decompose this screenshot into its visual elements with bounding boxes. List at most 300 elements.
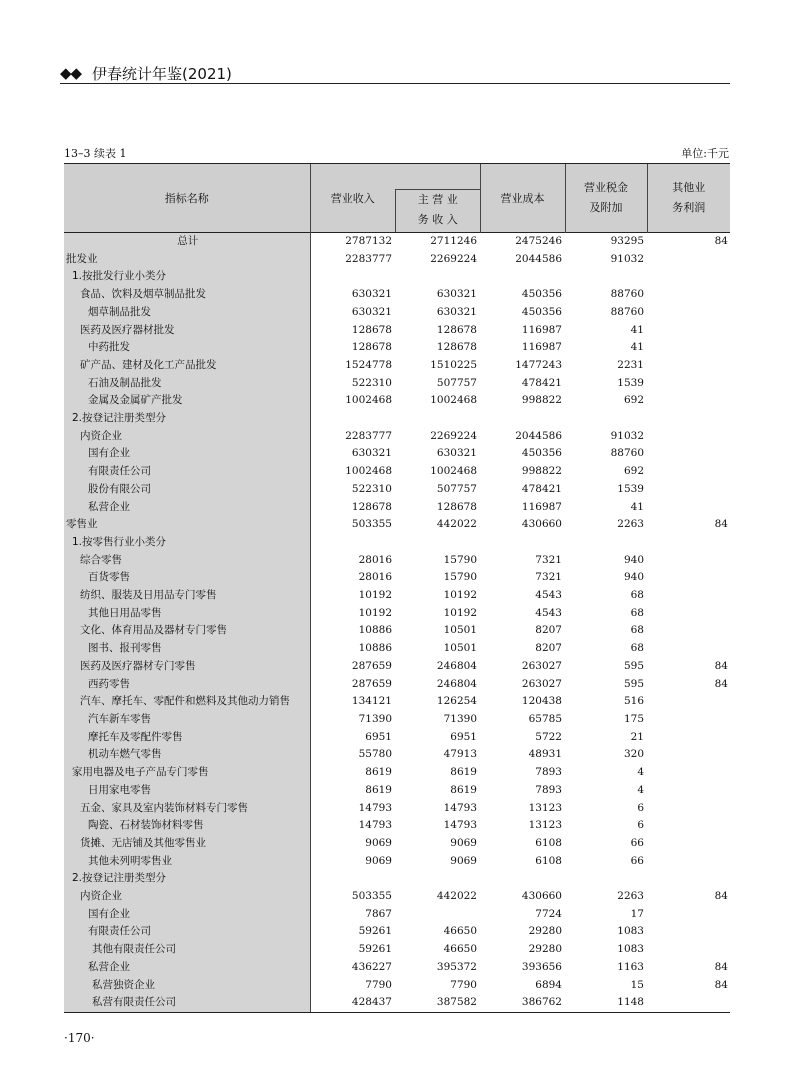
cell-revenue: 522310 [310, 375, 395, 393]
cell-other [647, 605, 730, 623]
cell-tax: 1163 [617, 960, 644, 973]
table-row [64, 268, 730, 286]
cell-main: 387582 [395, 994, 480, 1012]
row-label: 批发业 [64, 251, 310, 269]
cell-revenue: 522310 [310, 481, 395, 499]
table-row [64, 339, 730, 357]
cell-cost: 4543 [535, 606, 562, 619]
cell-tax: 68 [630, 642, 644, 655]
cell-revenue: 28016 [310, 552, 395, 570]
table-row [64, 605, 730, 623]
table-row [64, 286, 730, 304]
cell-cost: 8207 [535, 642, 562, 655]
cell-tax: 692 [623, 394, 644, 407]
cell-tax [565, 870, 647, 888]
cell-cost: 2475246 [480, 233, 565, 251]
cell-other [647, 392, 730, 410]
row-label: 私营独资企业 [64, 977, 310, 995]
cell-revenue: 59261 [310, 923, 395, 941]
table-row [64, 499, 730, 517]
row-label: 烟草制品批发 [64, 304, 310, 322]
cell-other [647, 286, 730, 304]
cell-revenue [310, 268, 395, 286]
cell-tax: 175 [623, 712, 644, 725]
cell-cost: 478421 [521, 376, 562, 389]
row-label: 百货零售 [64, 569, 310, 587]
cell-tax: 41 [630, 500, 644, 513]
table-row [64, 375, 730, 393]
table-row [64, 693, 730, 711]
cell-other [647, 499, 730, 517]
cell-cost: 13123 [528, 801, 562, 814]
cell-tax: 320 [623, 748, 644, 761]
cell-other [647, 870, 730, 888]
cell-other [647, 322, 730, 340]
table-row [64, 676, 730, 694]
row-label: 矿产品、建材及化工产品批发 [64, 357, 310, 375]
table-row [64, 410, 730, 428]
cell-tax: 1148 [565, 994, 647, 1012]
cell-other [647, 746, 730, 764]
table-row [64, 304, 730, 322]
cell-main: 507757 [436, 482, 477, 495]
row-label: 文化、体育用品及器材专门零售 [64, 622, 310, 640]
row-label: 内资企业 [64, 428, 310, 446]
cell-cost: 5722 [535, 730, 562, 743]
table-row [64, 853, 730, 871]
cell-tax: 516 [623, 695, 644, 708]
cell-cost [480, 534, 565, 552]
cell-cost: 450356 [521, 305, 562, 318]
cell-other [647, 640, 730, 658]
cell-revenue: 503355 [310, 516, 395, 534]
cell-tax: 1083 [617, 925, 644, 938]
cell-cost: 4543 [535, 589, 562, 602]
cell-other [647, 251, 730, 269]
row-label: 食品、饮料及烟草制品批发 [64, 286, 310, 304]
cell-other [647, 463, 730, 481]
row-label: 货摊、无店铺及其他零售业 [64, 835, 310, 853]
row-label: 家用电器及电子产品专门零售 [64, 764, 310, 782]
cell-cost: 116987 [521, 500, 562, 513]
cell-cost: 7321 [535, 571, 562, 584]
table-row [64, 835, 730, 853]
statistics-table [64, 163, 730, 1013]
table-row [64, 322, 730, 340]
cell-cost: 13123 [528, 819, 562, 832]
row-label: 1.按零售行业小类分 [64, 534, 310, 552]
cell-main: 630321 [436, 447, 477, 460]
col-header-revenue: 营业收入 [310, 164, 395, 233]
row-label: 其他有限责任公司 [64, 941, 310, 959]
cell-other: 84 [714, 659, 728, 672]
cell-other [647, 994, 730, 1012]
row-label: 其他未列明零售业 [64, 853, 310, 871]
cell-main: 46650 [443, 943, 477, 956]
running-header [60, 62, 730, 84]
cell-tax: 2231 [617, 358, 644, 371]
table-row [64, 941, 730, 959]
cell-revenue: 8619 [310, 782, 395, 800]
row-label: 中药批发 [64, 339, 310, 357]
cell-other [647, 481, 730, 499]
table-row [64, 746, 730, 764]
cell-tax: 66 [630, 836, 644, 849]
table-row [64, 870, 730, 888]
cell-tax: 17 [630, 907, 644, 920]
cell-cost [480, 870, 565, 888]
cell-revenue: 1524778 [310, 357, 395, 375]
cell-revenue: 503355 [310, 888, 395, 906]
cell-main: 10192 [443, 589, 477, 602]
cell-revenue: 128678 [310, 339, 395, 357]
cell-tax: 2263 [617, 518, 644, 531]
row-label: 医药及医疗器材批发 [64, 322, 310, 340]
cell-other [647, 587, 730, 605]
row-label: 西药零售 [64, 676, 310, 694]
row-label: 机动车燃气零售 [64, 746, 310, 764]
cell-revenue: 2283777 [310, 251, 395, 269]
cell-revenue: 128678 [310, 499, 395, 517]
table-row [64, 428, 730, 446]
cell-main [395, 410, 480, 428]
book-title: 伊春统计年鉴(2021) [92, 65, 232, 83]
row-label: 其他日用品零售 [64, 605, 310, 623]
cell-other [647, 817, 730, 835]
cell-revenue: 10192 [310, 605, 395, 623]
cell-tax [565, 268, 647, 286]
cell-revenue: 2787132 [310, 233, 395, 251]
cell-cost: 386762 [480, 994, 565, 1012]
table-row [64, 977, 730, 995]
cell-cost: 7893 [535, 766, 562, 779]
cell-other [647, 534, 730, 552]
row-label: 有限责任公司 [64, 923, 310, 941]
table-row [64, 800, 730, 818]
row-label: 陶瓷、石材装饰材料零售 [64, 817, 310, 835]
cell-main: 10501 [443, 642, 477, 655]
table-row [64, 392, 730, 410]
cell-other [647, 622, 730, 640]
row-label: 私营有限责任公司 [64, 994, 310, 1012]
cell-tax: 4 [637, 766, 644, 779]
cell-tax: 1083 [617, 943, 644, 956]
cell-other [647, 268, 730, 286]
unit-label: 单位:千元 [681, 147, 729, 160]
cell-tax: 6 [637, 819, 644, 832]
cell-tax: 88760 [610, 447, 644, 460]
row-label: 金属及金属矿产批发 [64, 392, 310, 410]
cell-revenue: 1002468 [310, 463, 395, 481]
cell-other [647, 923, 730, 941]
table-row [64, 251, 730, 269]
diamond-icon: ◆◆ [60, 64, 82, 82]
cell-cost: 430660 [521, 518, 562, 531]
row-label: 五金、家具及室内装饰材料专门零售 [64, 800, 310, 818]
row-label: 图书、报刊零售 [64, 640, 310, 658]
cell-main: 10501 [443, 624, 477, 637]
table-row [64, 658, 730, 676]
cell-revenue: 630321 [310, 445, 395, 463]
cell-cost: 450356 [521, 288, 562, 301]
cell-other [647, 941, 730, 959]
cell-revenue: 436227 [310, 959, 395, 977]
cell-tax: 4 [637, 783, 644, 796]
table-row [64, 959, 730, 977]
cell-main [395, 906, 480, 924]
cell-main: 14793 [443, 819, 477, 832]
cell-revenue: 28016 [310, 569, 395, 587]
cell-other: 84 [714, 960, 728, 973]
cell-other [647, 711, 730, 729]
table-row [64, 711, 730, 729]
cell-main: 10192 [443, 606, 477, 619]
cell-cost: 263027 [521, 659, 562, 672]
cell-main: 442022 [436, 518, 477, 531]
table-caption: 13–3 续表 1 [64, 147, 127, 160]
row-label: 内资企业 [64, 888, 310, 906]
table-row [64, 233, 730, 251]
table-row [64, 534, 730, 552]
cell-other: 84 [714, 978, 728, 991]
cell-revenue: 630321 [310, 286, 395, 304]
cell-main: 2711246 [395, 233, 480, 251]
row-label: 有限责任公司 [64, 463, 310, 481]
cell-main: 46650 [443, 925, 477, 938]
cell-cost: 48931 [528, 748, 562, 761]
cell-tax: 2263 [617, 890, 644, 903]
cell-tax: 21 [630, 730, 644, 743]
cell-cost: 8207 [535, 624, 562, 637]
cell-cost: 1477243 [515, 358, 562, 371]
table-row [64, 552, 730, 570]
cell-main: 442022 [436, 890, 477, 903]
cell-revenue: 71390 [310, 711, 395, 729]
cell-main [395, 534, 480, 552]
cell-other: 84 [714, 518, 728, 531]
cell-main: 630321 [436, 305, 477, 318]
cell-cost [480, 410, 565, 428]
cell-tax [565, 410, 647, 428]
row-label: 2.按登记注册类型分 [64, 410, 310, 428]
page-number: ·170· [64, 1031, 95, 1045]
cell-cost: 6108 [535, 854, 562, 867]
cell-tax: 692 [623, 465, 644, 478]
cell-other [647, 693, 730, 711]
cell-other [647, 764, 730, 782]
row-label: 汽车、摩托车、零配件和燃料及其他动力销售 [64, 693, 310, 711]
cell-revenue [310, 534, 395, 552]
table-row [64, 481, 730, 499]
table-row [64, 782, 730, 800]
cell-other [647, 782, 730, 800]
cell-other [647, 729, 730, 747]
cell-main: 507757 [436, 376, 477, 389]
row-label: 2.按登记注册类型分 [64, 870, 310, 888]
cell-tax: 68 [630, 606, 644, 619]
table-row [64, 888, 730, 906]
cell-cost: 29280 [528, 943, 562, 956]
cell-main: 14793 [443, 801, 477, 814]
cell-revenue: 630321 [310, 304, 395, 322]
cell-cost: 263027 [521, 677, 562, 690]
cell-tax: 68 [630, 589, 644, 602]
cell-cost: 6894 [535, 978, 562, 991]
cell-main: 1002468 [430, 394, 477, 407]
row-label: 汽车新车零售 [64, 711, 310, 729]
cell-cost: 450356 [521, 447, 562, 460]
cell-other [647, 339, 730, 357]
cell-main: 15790 [443, 571, 477, 584]
cell-main: 15790 [443, 553, 477, 566]
cell-revenue: 14793 [310, 800, 395, 818]
table-row [64, 906, 730, 924]
cell-revenue: 55780 [310, 746, 395, 764]
table-row [64, 640, 730, 658]
row-label: 摩托车及零配件零售 [64, 729, 310, 747]
cell-tax: 88760 [610, 288, 644, 301]
cell-tax: 68 [630, 624, 644, 637]
table-row [64, 729, 730, 747]
cell-tax: 91032 [610, 429, 644, 442]
cell-tax: 41 [630, 341, 644, 354]
cell-other [647, 410, 730, 428]
col-header-main-revenue: 主 营 业 务 收 入 [395, 164, 480, 233]
cell-other [647, 800, 730, 818]
row-label: 国有企业 [64, 445, 310, 463]
cell-cost: 393656 [521, 960, 562, 973]
cell-revenue: 128678 [310, 322, 395, 340]
cell-tax [565, 534, 647, 552]
cell-other [647, 569, 730, 587]
cell-other [647, 357, 730, 375]
cell-main: 71390 [443, 712, 477, 725]
col-header-tax: 营业税金 及附加 [565, 164, 647, 233]
table-row [64, 994, 730, 1012]
cell-cost: 116987 [521, 323, 562, 336]
cell-cost: 7724 [535, 907, 562, 920]
cell-cost: 478421 [521, 482, 562, 495]
cell-main: 7790 [450, 978, 477, 991]
cell-main: 8619 [450, 766, 477, 779]
cell-revenue: 10192 [310, 587, 395, 605]
cell-revenue: 7790 [310, 977, 395, 995]
cell-main: 47913 [443, 748, 477, 761]
cell-main: 246804 [436, 677, 477, 690]
cell-other: 84 [714, 677, 728, 690]
cell-revenue: 1002468 [310, 392, 395, 410]
cell-main: 246804 [436, 659, 477, 672]
cell-cost: 120438 [521, 695, 562, 708]
col-header-name: 指标名称 [64, 164, 310, 233]
row-label: 零售业 [64, 516, 310, 534]
cell-tax: 595 [623, 677, 644, 690]
cell-main: 2269224 [430, 252, 477, 265]
cell-revenue [310, 410, 395, 428]
row-label: 医药及医疗器材专门零售 [64, 658, 310, 676]
table-row [64, 445, 730, 463]
cell-main: 2269224 [430, 429, 477, 442]
cell-revenue: 2283777 [310, 428, 395, 446]
table-row [64, 587, 730, 605]
cell-main: 630321 [436, 288, 477, 301]
cell-main: 1510225 [430, 358, 477, 371]
row-label: 私营企业 [64, 499, 310, 517]
table-row [64, 622, 730, 640]
table-row [64, 764, 730, 782]
cell-cost: 65785 [528, 712, 562, 725]
table-row [64, 516, 730, 534]
cell-main: 128678 [436, 500, 477, 513]
cell-revenue: 287659 [310, 658, 395, 676]
cell-revenue: 428437 [310, 994, 395, 1012]
row-label: 国有企业 [64, 906, 310, 924]
row-label: 私营企业 [64, 959, 310, 977]
cell-cost: 430660 [521, 890, 562, 903]
cell-cost: 7321 [535, 553, 562, 566]
cell-other [647, 835, 730, 853]
cell-tax: 91032 [610, 252, 644, 265]
cell-revenue: 7867 [310, 906, 395, 924]
cell-revenue: 8619 [310, 764, 395, 782]
cell-main: 128678 [436, 341, 477, 354]
cell-other [647, 552, 730, 570]
cell-cost: 29280 [528, 925, 562, 938]
cell-tax: 15 [630, 978, 644, 991]
cell-main [395, 870, 480, 888]
cell-tax: 93295 [565, 233, 647, 251]
cell-main: 1002468 [430, 465, 477, 478]
cell-cost: 998822 [521, 394, 562, 407]
cell-revenue: 6951 [310, 729, 395, 747]
cell-cost: 2044586 [515, 252, 562, 265]
cell-main: 128678 [436, 323, 477, 336]
cell-cost: 116987 [521, 341, 562, 354]
cell-main: 9069 [450, 836, 477, 849]
cell-cost: 6108 [535, 836, 562, 849]
cell-main: 9069 [450, 854, 477, 867]
cell-revenue: 134121 [310, 693, 395, 711]
cell-other [647, 445, 730, 463]
cell-other: 84 [714, 890, 728, 903]
row-label: 股份有限公司 [64, 481, 310, 499]
cell-other [647, 906, 730, 924]
cell-tax: 940 [623, 571, 644, 584]
cell-cost: 998822 [521, 465, 562, 478]
cell-other [647, 304, 730, 322]
col-header-other-profit: 其他业 务利润 [647, 164, 730, 233]
cell-revenue: 9069 [310, 835, 395, 853]
cell-other [647, 428, 730, 446]
cell-tax: 595 [623, 659, 644, 672]
cell-tax: 66 [630, 854, 644, 867]
row-label: 日用家电零售 [64, 782, 310, 800]
cell-main: 8619 [450, 783, 477, 796]
cell-cost: 2044586 [515, 429, 562, 442]
cell-main: 126254 [436, 695, 477, 708]
cell-main: 395372 [436, 960, 477, 973]
cell-revenue: 9069 [310, 853, 395, 871]
cell-tax: 41 [630, 323, 644, 336]
col-header-cost: 营业成本 [480, 164, 565, 233]
cell-revenue [310, 870, 395, 888]
table-row [64, 817, 730, 835]
cell-tax: 6 [637, 801, 644, 814]
header-rule [60, 83, 730, 84]
table-row [64, 923, 730, 941]
row-label: 石油及制品批发 [64, 375, 310, 393]
row-label: 总计 [64, 233, 310, 251]
